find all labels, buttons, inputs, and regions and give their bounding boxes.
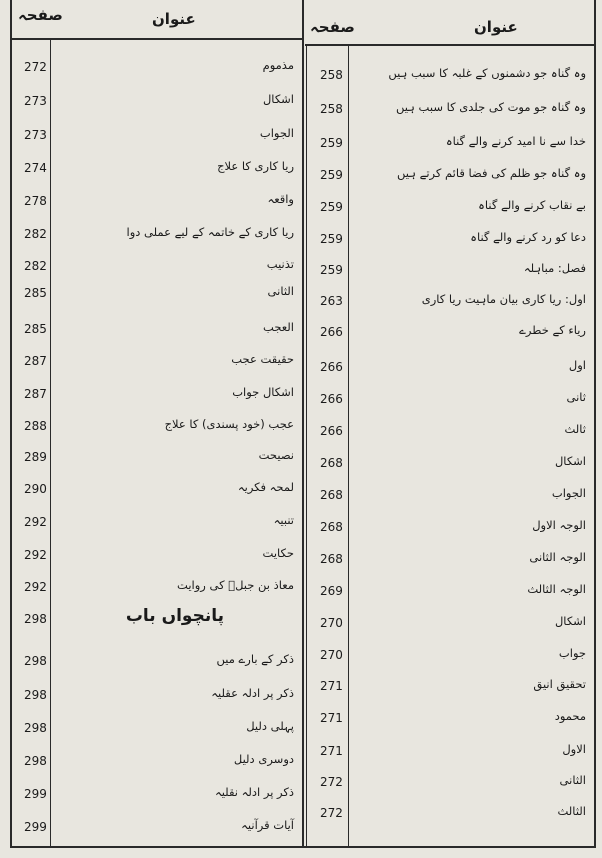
toc-section-heading[interactable] bbox=[12, 602, 302, 636]
bottom-border bbox=[10, 846, 596, 848]
toc-title: آیات قرآنیہ bbox=[241, 818, 294, 832]
page-number: 268 bbox=[320, 488, 343, 502]
page-number: 298 bbox=[24, 754, 47, 768]
page-number: 259 bbox=[320, 263, 343, 277]
page-number: 271 bbox=[320, 744, 343, 758]
page-number: 292 bbox=[24, 515, 47, 529]
page-number: 258 bbox=[320, 102, 343, 116]
toc-title: دعا کو رد کرنے والے گناہ bbox=[470, 230, 586, 244]
right-toc-list bbox=[308, 58, 594, 846]
toc-title: اشکال bbox=[554, 614, 586, 628]
page-number: 268 bbox=[320, 456, 343, 470]
toc-title: الثالث bbox=[557, 804, 586, 818]
page-number: 287 bbox=[24, 354, 47, 368]
toc-title: اول bbox=[568, 358, 586, 372]
toc-row[interactable] bbox=[308, 382, 594, 416]
page-number: 266 bbox=[320, 392, 343, 406]
toc-title: اول: ریا کاری بیان ماہیت ریا کاری bbox=[421, 292, 586, 306]
toc-row[interactable] bbox=[308, 510, 594, 544]
page-number: 268 bbox=[320, 520, 343, 534]
toc-row[interactable] bbox=[308, 701, 594, 735]
page-number: 292 bbox=[24, 548, 47, 562]
toc-row[interactable] bbox=[12, 84, 302, 118]
header-divider-left bbox=[10, 38, 302, 40]
toc-row[interactable] bbox=[308, 190, 594, 224]
toc-row[interactable] bbox=[12, 312, 302, 346]
toc-title: وہ گناہ جو موت کی جلدی کا سبب ہیں bbox=[395, 100, 586, 114]
toc-row[interactable] bbox=[12, 538, 302, 572]
page-number: 274 bbox=[24, 161, 47, 175]
page-number: 273 bbox=[24, 128, 47, 142]
page-number: 259 bbox=[320, 168, 343, 182]
toc-title: وہ گناہ جو ظلم کی فضا قائم کرتے ہیں bbox=[397, 166, 586, 180]
toc-title: الجواب bbox=[259, 126, 294, 140]
page-number: 285 bbox=[24, 286, 47, 300]
toc-row[interactable] bbox=[308, 796, 594, 830]
toc-title: تذنیب bbox=[266, 257, 294, 271]
page-number: 268 bbox=[320, 552, 343, 566]
toc-row[interactable] bbox=[308, 478, 594, 512]
toc-title: عجب (خود پسندی) کا علاج bbox=[164, 417, 294, 431]
page-number: 266 bbox=[320, 325, 343, 339]
toc-title: الجواب bbox=[551, 486, 586, 500]
toc-title: اشکال bbox=[262, 92, 294, 106]
toc-row[interactable] bbox=[12, 711, 302, 745]
toc-row[interactable] bbox=[12, 276, 302, 310]
page-number: 259 bbox=[320, 232, 343, 246]
page-number: 272 bbox=[320, 806, 343, 820]
right-title-header: عنوان bbox=[474, 18, 518, 36]
page-number: 299 bbox=[24, 820, 47, 834]
toc-title: ثانی bbox=[566, 390, 586, 404]
page-number: 273 bbox=[24, 94, 47, 108]
page-number: 282 bbox=[24, 227, 47, 241]
left-page-header: صفحہ bbox=[18, 6, 63, 24]
right-page-divider-a bbox=[306, 44, 307, 848]
toc-title: حقیقت عجب bbox=[231, 352, 294, 366]
header-row bbox=[0, 0, 602, 38]
toc-row[interactable] bbox=[12, 151, 302, 185]
toc-title: ثالث bbox=[564, 422, 586, 436]
toc-row[interactable] bbox=[12, 409, 302, 443]
page-number: 288 bbox=[24, 419, 47, 433]
page-number: 287 bbox=[24, 387, 47, 401]
toc-title: اشکال جواب bbox=[232, 385, 294, 399]
toc-title: ریا کاری کے خاتمہ کے لیے عملی دوا bbox=[126, 225, 294, 239]
toc-title: الوجہ الاول bbox=[532, 518, 586, 532]
toc-title: حکایت bbox=[262, 546, 294, 560]
toc-row[interactable] bbox=[308, 669, 594, 703]
page-number: 282 bbox=[24, 259, 47, 273]
toc-row[interactable] bbox=[308, 58, 594, 92]
toc-row[interactable] bbox=[308, 92, 594, 126]
toc-title: ریاء کے خطرے bbox=[519, 323, 586, 337]
toc-row[interactable] bbox=[308, 350, 594, 384]
toc-row[interactable] bbox=[12, 472, 302, 506]
toc-row[interactable] bbox=[12, 744, 302, 778]
toc-title: فصل: مباہلہ bbox=[523, 261, 586, 275]
page-number: 298 bbox=[24, 654, 47, 668]
toc-title: بے نقاب کرنے والے گناہ bbox=[478, 198, 586, 212]
toc-title: معاذ بن جبلؓ کی روایت bbox=[177, 578, 294, 592]
page-number: 278 bbox=[24, 194, 47, 208]
toc-title: وہ گناہ جو دشمنوں کے غلبہ کا سبب ہیں bbox=[388, 66, 586, 80]
toc-row[interactable] bbox=[12, 810, 302, 844]
toc-title: ریا کاری کا علاج bbox=[217, 159, 294, 173]
toc-row[interactable] bbox=[12, 570, 302, 604]
toc-title: خدا سے نا امید کرنے والے گناہ bbox=[445, 134, 586, 148]
page-number: 299 bbox=[24, 787, 47, 801]
toc-title: ذکر پر ادلہ عقلیہ bbox=[211, 686, 294, 700]
toc-row[interactable] bbox=[308, 222, 594, 256]
toc-row[interactable] bbox=[12, 777, 302, 811]
toc-title: الاول bbox=[562, 742, 586, 756]
toc-row[interactable] bbox=[308, 606, 594, 640]
right-outer-border bbox=[594, 0, 596, 848]
page-number: 258 bbox=[320, 68, 343, 82]
toc-row[interactable] bbox=[308, 638, 594, 672]
toc-title: پہلی دلیل bbox=[246, 719, 294, 733]
toc-row[interactable] bbox=[12, 184, 302, 218]
toc-title: تنبیہ bbox=[273, 513, 294, 527]
toc-row[interactable] bbox=[12, 678, 302, 712]
toc-row[interactable] bbox=[12, 217, 302, 251]
page-number: 259 bbox=[320, 136, 343, 150]
page-number: 270 bbox=[320, 648, 343, 662]
page-number: 292 bbox=[24, 580, 47, 594]
page-number: 259 bbox=[320, 200, 343, 214]
toc-row[interactable] bbox=[308, 574, 594, 608]
toc-row[interactable] bbox=[308, 253, 594, 287]
toc-row[interactable] bbox=[308, 126, 594, 160]
page-number: 270 bbox=[320, 616, 343, 630]
toc-title: الوجہ الثانی bbox=[529, 550, 586, 564]
page-number: 269 bbox=[320, 584, 343, 598]
page-number: 272 bbox=[320, 775, 343, 789]
page-number: 263 bbox=[320, 294, 343, 308]
toc-title: العجب bbox=[263, 320, 294, 334]
page-number: 266 bbox=[320, 360, 343, 374]
toc-row[interactable] bbox=[308, 446, 594, 480]
left-title-header: عنوان bbox=[152, 10, 196, 28]
page-number: 271 bbox=[320, 711, 343, 725]
toc-title: الوجہ الثالث bbox=[527, 582, 586, 596]
right-page-header: صفحہ bbox=[310, 18, 355, 36]
page-number: 298 bbox=[24, 721, 47, 735]
toc-row[interactable] bbox=[308, 765, 594, 799]
toc-row[interactable] bbox=[12, 644, 302, 678]
toc-title: تحقیق انیق bbox=[533, 677, 586, 691]
toc-title: جواب bbox=[558, 646, 586, 660]
chapter-heading: پانچواں باب bbox=[125, 606, 224, 626]
left-toc-list bbox=[12, 50, 302, 846]
toc-title: الثانی bbox=[559, 773, 586, 787]
page-number: 266 bbox=[320, 424, 343, 438]
toc-title: مذموم bbox=[262, 58, 294, 72]
toc-row[interactable] bbox=[308, 284, 594, 318]
page-number: 285 bbox=[24, 322, 47, 336]
toc-title: لمحہ فکریہ bbox=[237, 480, 294, 494]
toc-row[interactable] bbox=[308, 414, 594, 448]
toc-title: نصیحت bbox=[258, 448, 294, 462]
page-number: 272 bbox=[24, 60, 47, 74]
toc-row[interactable] bbox=[308, 734, 594, 768]
toc-row[interactable] bbox=[12, 50, 302, 84]
page-number: 290 bbox=[24, 482, 47, 496]
toc-title: محمود bbox=[554, 709, 586, 723]
toc-row[interactable] bbox=[308, 158, 594, 192]
toc-title: ذکر پر ادلہ نقلیہ bbox=[214, 785, 294, 799]
toc-row[interactable] bbox=[12, 344, 302, 378]
toc-title: واقعہ bbox=[267, 192, 294, 206]
page-number: 298 bbox=[24, 688, 47, 702]
toc-title: دوسری دلیل bbox=[233, 752, 294, 766]
center-divider bbox=[302, 0, 304, 848]
page-number: 298 bbox=[24, 612, 47, 626]
toc-row[interactable] bbox=[12, 440, 302, 474]
page-number: 271 bbox=[320, 679, 343, 693]
toc-row[interactable] bbox=[12, 118, 302, 152]
toc-row[interactable] bbox=[308, 542, 594, 576]
toc-row[interactable] bbox=[12, 377, 302, 411]
toc-title: الثانی bbox=[267, 284, 294, 298]
toc-row[interactable] bbox=[12, 505, 302, 539]
toc-title: ذکر کے بارے میں bbox=[216, 652, 294, 666]
page-number: 289 bbox=[24, 450, 47, 464]
toc-title: اشکال bbox=[554, 454, 586, 468]
toc-row[interactable] bbox=[308, 315, 594, 349]
